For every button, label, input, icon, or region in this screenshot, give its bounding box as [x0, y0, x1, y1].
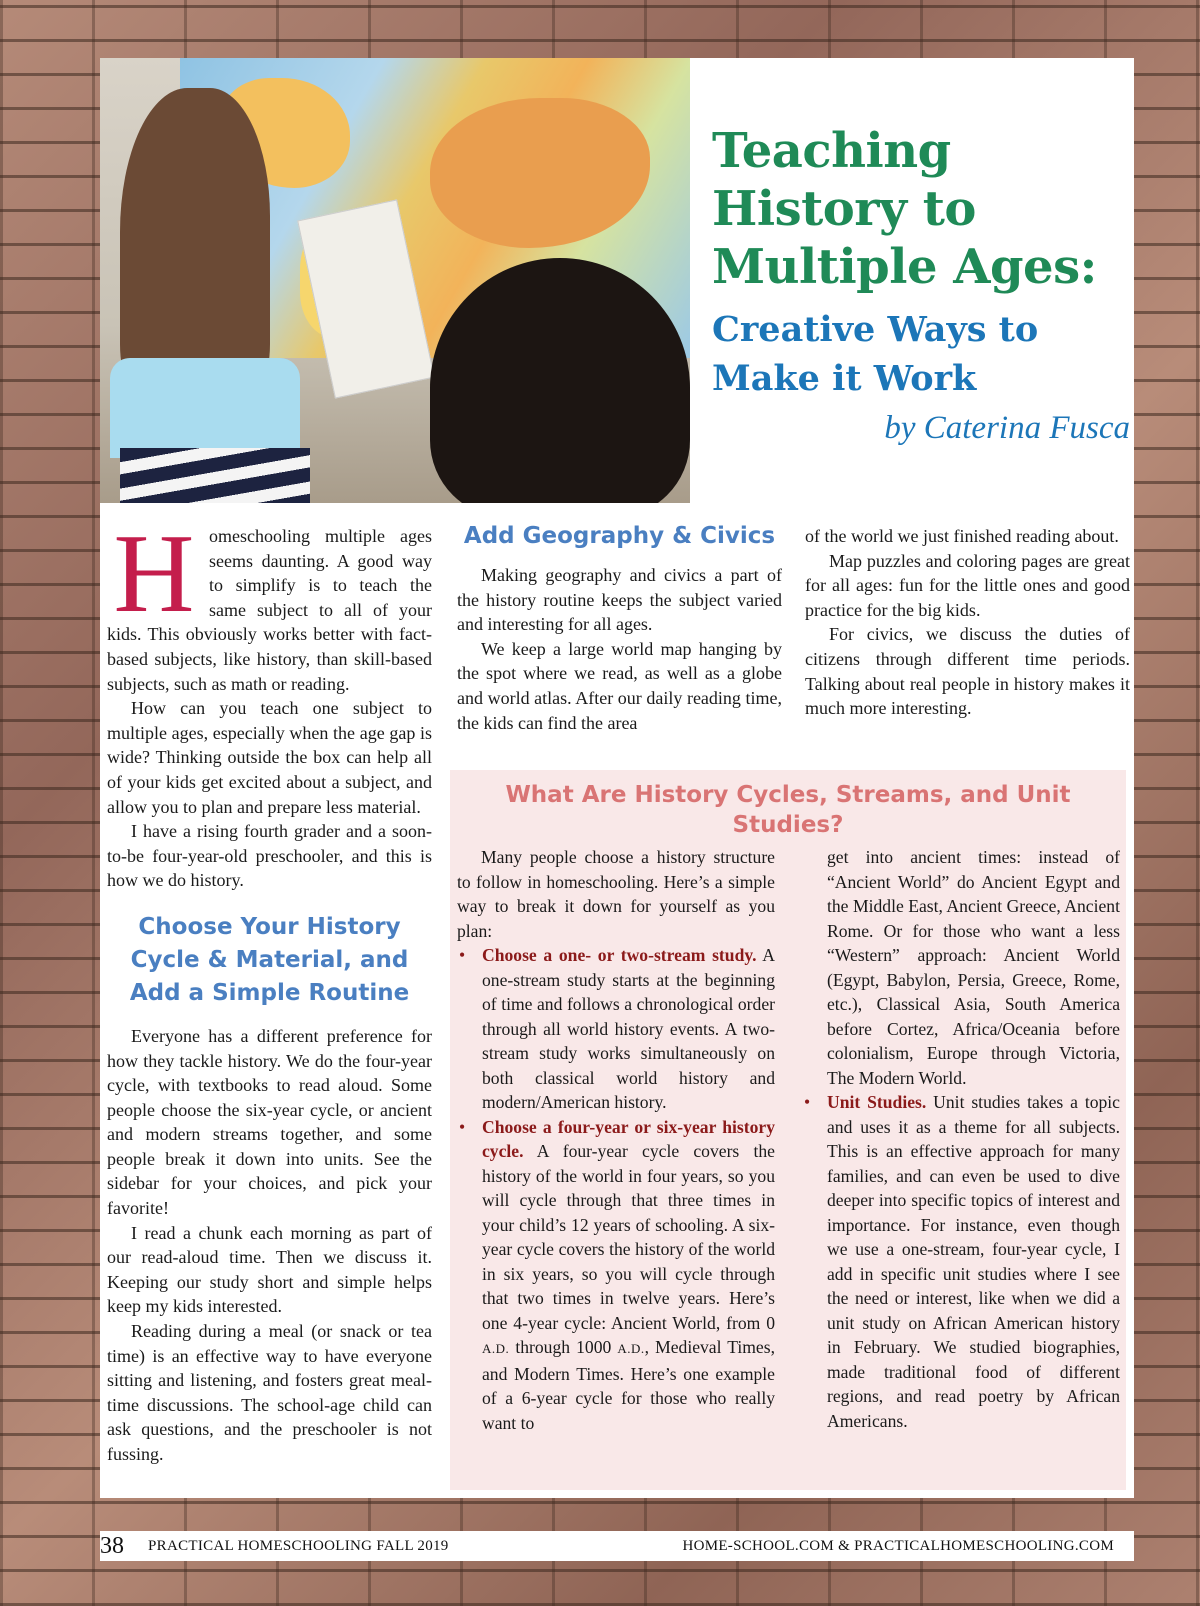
drop-cap: H	[113, 512, 195, 636]
bullet-icon: •	[804, 1092, 811, 1112]
section2-paragraph-2: We keep a large world map hanging by the spot where we read, as well as a globe and world atlas. After our daily reading time, the kids can find the area	[457, 638, 782, 733]
section1-paragraph-2: I read a chunk each morning as part of our read-aloud time. Then we discuss it. Keeping our study short and simple helps keep my kids interested.	[107, 1222, 432, 1317]
section1-paragraph-3: Reading during a meal (or snack or tea time) is an effective way to have everyone sitting and listening, and fosters great meal-time discussions. The school-age child can ask questions, and the preschooler is not fussing.	[107, 1321, 432, 1464]
sidebar-box	[450, 770, 1126, 1490]
list-item-lead: Unit Studies.	[827, 1092, 927, 1112]
section2-paragraph-2-continued: of the world we just finished reading about.	[805, 526, 1119, 546]
column-1	[107, 512, 432, 1467]
list-item-lead: Choose a one- or two-stream study.	[482, 945, 757, 965]
page-number: 38	[100, 1533, 124, 1559]
column-2	[457, 520, 782, 735]
publication-name: PRACTICAL HOMESCHOOLING FALL 2019	[148, 1538, 449, 1554]
sidebar-list	[457, 943, 775, 1435]
list-item-text: A one-stream study starts at the beginning of time and follows a chronological order through all world history events. A two-stream study works simultaneously on both classical world history and modern/American history.	[482, 945, 775, 1112]
list-item	[802, 1090, 1120, 1433]
bullet-icon: •	[459, 945, 466, 965]
era-abbreviation: A.D.	[482, 1341, 510, 1356]
article-title: Teaching History to Multiple Ages:	[712, 123, 1097, 295]
section2-paragraph-3: Map puzzles and coloring pages are great for all ages: fun for the little ones and good practice for the big kids.	[805, 550, 1130, 620]
list-item	[457, 1115, 775, 1436]
sidebar-intro: Many people choose a history structure to follow in homeschooling. Here’s a simple way to break it down for yourself as you plan:	[457, 847, 775, 941]
section2-paragraph-1: Making geography and civics a part of the history routine keeps the subject varied and interesting for all ages.	[457, 565, 782, 635]
intro-paragraph-3: I have a rising fourth grader and a soon-to-be four-year-old preschooler, and this is how we do history.	[107, 821, 432, 891]
section-heading-history-cycle: Choose Your History Cycle & Material, and Add a Simple Routine	[129, 913, 410, 1006]
section-heading-geography-civics: Add Geography & Civics	[463, 523, 776, 549]
article-photo	[100, 58, 690, 503]
list-item-text: get into ancient times: instead of “Ancient World” do Ancient Egypt and the Middle East, Ancient Greece, Ancient Rome. Or for those who want a less “Western” approach: Ancient World (Egypt, Babylon, Persia, Greece, Rome, etc.), Classical Asia, South America before Cortez, Africa/Oceania before colonialism, Europe through Victoria, The Modern World.	[827, 847, 1120, 1088]
list-item-text: Unit studies takes a topic and uses it as a theme for all subjects. This is an effective approach for many families, and can even be used to dive deeper into specific topics of interest and importance. For instance, even though we use a one-stream, four-year cycle, I add in specific unit studies where I see the need or interest, like when we did a unit study on African American history in February. We studied biographies, made traditional food of different regions, and read poetry by African Americans.	[827, 1092, 1120, 1431]
list-item-text: through 1000	[515, 1337, 612, 1357]
list-item-text: A four-year cycle covers the history of the world in four years, so you will cycle through that three times in your child’s 12 years of schooling. A six-year cycle covers the history of the world in six years, so you will cycle through that two times in twelve years. Here’s one 4-year cycle: Ancient World, from 0	[482, 1141, 775, 1333]
section2-paragraph-4: For civics, we discuss the duties of citizens through different time periods. Talking about real people in history makes it much more interesting.	[805, 624, 1130, 719]
article-subtitle: Creative Ways to Make it Work	[712, 309, 1039, 399]
list-item	[457, 943, 775, 1115]
intro-paragraph-1: omeschooling multiple ages seems daunting. A good way to simplify is to teach the same subject to all of your kids. This obviously works better with fact-based subjects, like history, than skill-based subjects, such as math or reading.	[107, 526, 432, 694]
bullet-icon: •	[459, 1116, 466, 1137]
article-byline: by Caterina Fusca	[884, 410, 1130, 446]
list-item-lead: Choose a four-year or six-year history cycle.	[482, 1116, 775, 1161]
sidebar-column-1	[457, 845, 775, 1435]
sidebar-column-2	[802, 845, 1120, 1433]
list-item-text: , Medieval Times, and Modern Times. Here’s one example of a 6-year cycle for those who really want to	[482, 1337, 775, 1433]
sidebar-heading: What Are History Cycles, Streams, and Unit Studies?	[505, 782, 1071, 838]
era-abbreviation: A.D.	[617, 1341, 645, 1356]
list-item-continued	[802, 845, 1120, 1090]
intro-paragraph-2: How can you teach one subject to multiple ages, especially when the age gap is wide? Thinking outside the box can help all of your kids get excited about a subject, and allow you to plan and prepare less material.	[107, 698, 432, 817]
section1-paragraph-1: Everyone has a different preference for how they tackle history. We do the four-year cycle, with textbooks to read aloud. Some people choose the six-year cycle, or ancient and modern streams together, and some people break it down into units. See the sidebar for your choices, and pick your favorite!	[107, 1025, 432, 1219]
column-3	[805, 524, 1130, 721]
page-footer	[100, 1531, 1134, 1561]
child-figure-right	[430, 258, 690, 503]
website-link[interactable]: HOME-SCHOOL.COM & PRACTICALHOMESCHOOLING.COM	[682, 1538, 1114, 1554]
